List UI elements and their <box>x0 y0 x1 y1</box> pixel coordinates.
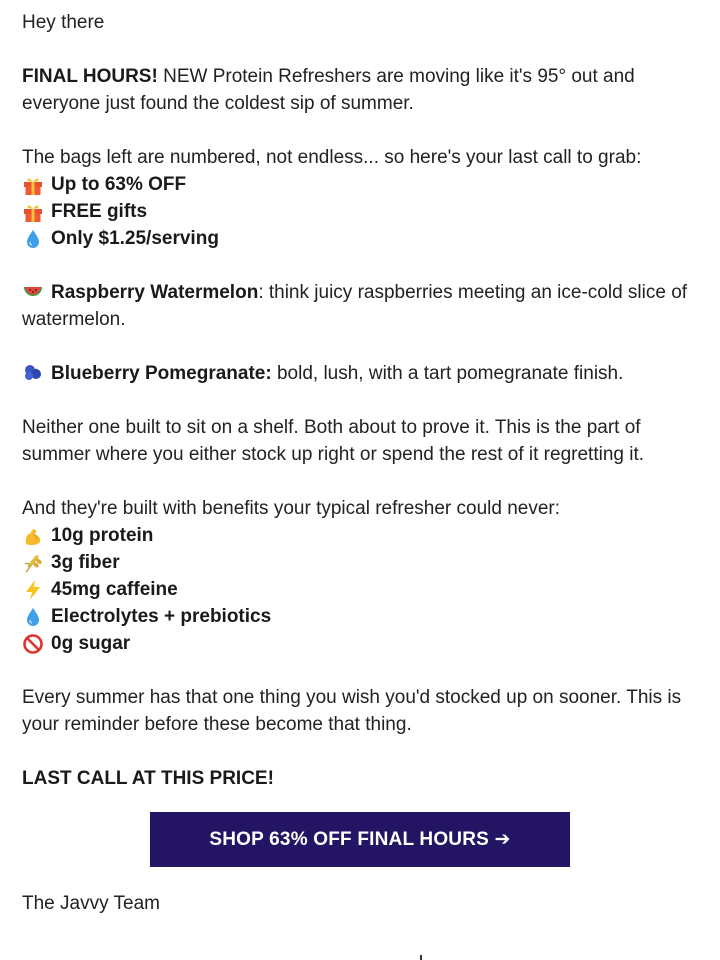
blueberry-paragraph <box>22 360 698 387</box>
blueberries-icon <box>22 361 44 383</box>
reminder-paragraph <box>22 684 698 738</box>
shelf-line-1: Neither one built to sit on a shelf. Both about to prove it. This is the part of <box>22 417 641 438</box>
water-drop-icon <box>22 228 44 250</box>
footer-divider <box>420 955 422 960</box>
offer-section <box>22 144 698 252</box>
shop-button[interactable]: SHOP 63% OFF FINAL HOURS ➔ <box>150 812 570 867</box>
lightning-icon <box>22 579 44 601</box>
wheat-icon <box>22 552 44 574</box>
last-call-heading <box>22 765 698 792</box>
flexed-biceps-icon <box>22 525 44 547</box>
last-call-text: LAST CALL AT THIS PRICE! <box>22 768 274 789</box>
reminder-line-1: Every summer has that one thing you wish you'd stocked up on sooner. This is <box>22 687 682 708</box>
benefit-item <box>22 522 698 549</box>
water-drop-icon <box>22 606 44 628</box>
benefit-item-label: Electrolytes + prebiotics <box>51 606 272 627</box>
gift-icon <box>22 174 44 196</box>
raspberry-paragraph <box>22 279 698 333</box>
blueberry-flavor-name: Blueberry Pomegranate: <box>51 363 272 384</box>
intro-paragraph <box>22 63 698 117</box>
reminder-line-2: your reminder before these become that thing. <box>22 714 412 735</box>
benefit-item <box>22 630 698 657</box>
benefits-lead: And they're built with benefits your typical refresher could never: <box>22 498 561 519</box>
intro-text-2: everyone just found the coldest sip of summer. <box>22 93 414 114</box>
offer-item <box>22 198 698 225</box>
shelf-paragraph <box>22 414 698 468</box>
signoff: The Javvy Team <box>22 893 160 914</box>
benefit-item-label: 3g fiber <box>51 552 120 573</box>
benefits-section <box>22 495 698 657</box>
offer-item <box>22 171 698 198</box>
offer-item-label: Only $1.25/serving <box>51 228 219 249</box>
benefit-item-label: 0g sugar <box>51 633 131 654</box>
cta-container <box>150 812 570 867</box>
benefit-item <box>22 576 698 603</box>
offer-lead: The bags left are numbered, not endless... so here's your last call to grab: <box>22 147 642 168</box>
benefit-item <box>22 549 698 576</box>
benefit-item-label: 10g protein <box>51 525 154 546</box>
intro-text-1: NEW Protein Refreshers are moving like it's 95° out and <box>157 66 635 87</box>
gift-icon <box>22 201 44 223</box>
greeting: Hey there <box>22 12 105 33</box>
shelf-line-2: summer where you either stock up right or spend the rest of it regretting it. <box>22 444 645 465</box>
prohibited-icon <box>22 633 44 655</box>
final-hours-label: FINAL HOURS! <box>22 66 158 87</box>
benefit-item <box>22 603 698 630</box>
offer-item-label: FREE gifts <box>51 201 148 222</box>
offer-item-label: Up to 63% OFF <box>51 174 187 195</box>
raspberry-flavor-name: Raspberry Watermelon <box>51 282 259 303</box>
raspberry-desc-1: : think juicy raspberries meeting an ice-cold slice of <box>258 282 688 303</box>
watermelon-icon <box>22 280 44 302</box>
email-body <box>22 9 698 819</box>
offer-item <box>22 225 698 252</box>
blueberry-desc: bold, lush, with a tart pomegranate finish. <box>271 363 624 384</box>
benefit-item-label: 45mg caffeine <box>51 579 178 600</box>
raspberry-desc-2: watermelon. <box>22 309 126 330</box>
